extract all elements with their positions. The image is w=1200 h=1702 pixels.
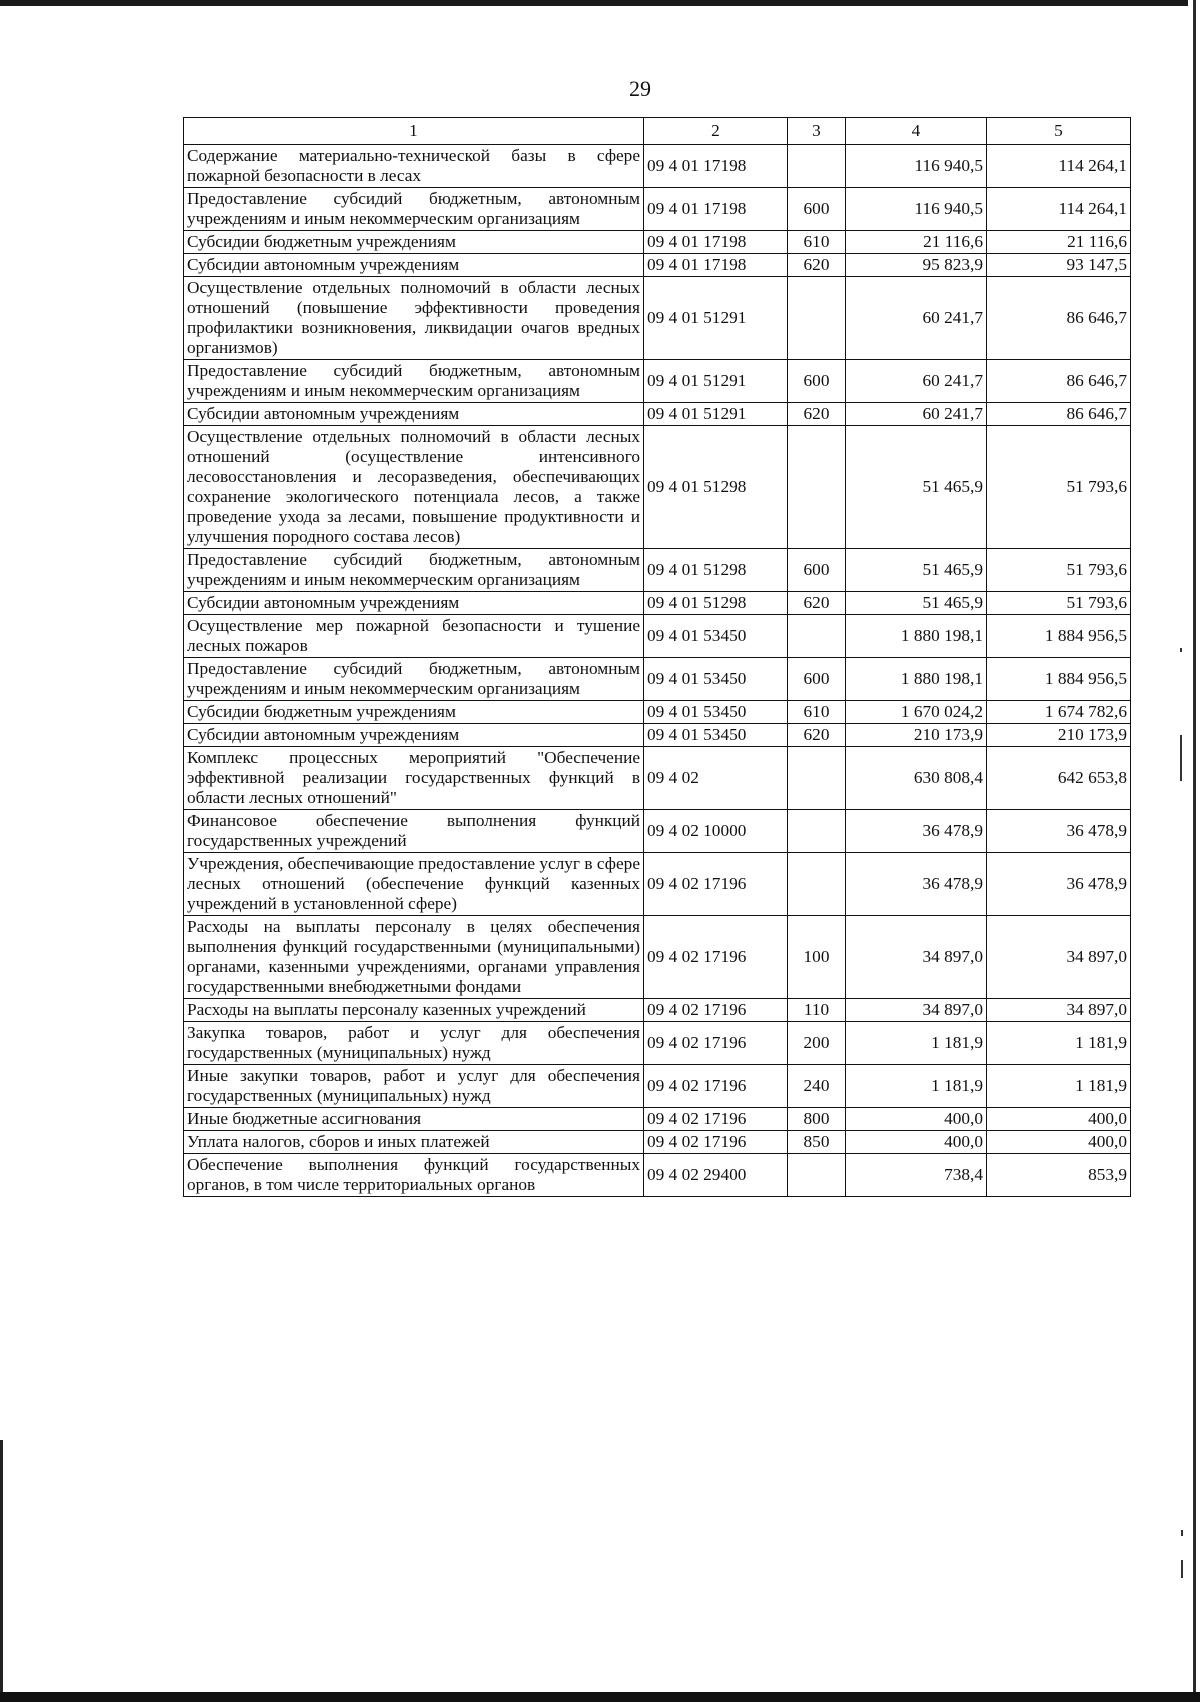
scan-speck [1181, 1530, 1183, 1536]
row-amount-2-cell: 86 646,7 [987, 360, 1131, 403]
row-code-cell: 09 4 02 17196 [644, 1131, 788, 1154]
row-amount-1-cell: 51 465,9 [846, 426, 987, 549]
row-amount-2-cell: 51 793,6 [987, 592, 1131, 615]
row-code-cell: 09 4 01 17198 [644, 188, 788, 231]
row-name-cell: Иные бюджетные ассигнования [184, 1108, 644, 1131]
row-amount-2-cell: 642 653,8 [987, 747, 1131, 810]
table-row [184, 188, 1131, 231]
row-code-cell: 09 4 01 53450 [644, 724, 788, 747]
row-code-cell: 09 4 02 10000 [644, 810, 788, 853]
row-amount-1-cell: 630 808,4 [846, 747, 987, 810]
row-amount-2-cell: 853,9 [987, 1154, 1131, 1197]
row-amount-2-cell: 400,0 [987, 1131, 1131, 1154]
row-type-cell: 100 [788, 916, 846, 999]
row-name-cell: Иные закупки товаров, работ и услуг для обеспечения государственных (муниципальных) нужд [184, 1065, 644, 1108]
scan-edge-right [1193, 0, 1196, 1702]
row-code-cell: 09 4 01 51298 [644, 592, 788, 615]
row-code-cell: 09 4 01 53450 [644, 615, 788, 658]
row-amount-2-cell: 36 478,9 [987, 853, 1131, 916]
scan-edge-bottom [0, 1692, 1200, 1702]
row-amount-1-cell: 51 465,9 [846, 549, 987, 592]
row-code-cell: 09 4 01 17198 [644, 145, 788, 188]
row-amount-1-cell: 210 173,9 [846, 724, 987, 747]
table-row [184, 1154, 1131, 1197]
row-amount-1-cell: 51 465,9 [846, 592, 987, 615]
row-name-cell: Предоставление субсидий бюджетным, автономным учреждениям и иным некоммерческим организациям [184, 549, 644, 592]
table-row [184, 1131, 1131, 1154]
row-name-cell: Содержание материально-технической базы в сфере пожарной безопасности в лесах [184, 145, 644, 188]
row-amount-1-cell: 34 897,0 [846, 999, 987, 1022]
row-type-cell: 600 [788, 658, 846, 701]
row-amount-2-cell: 114 264,1 [987, 145, 1131, 188]
row-code-cell: 09 4 01 53450 [644, 701, 788, 724]
row-type-cell: 110 [788, 999, 846, 1022]
row-type-cell [788, 810, 846, 853]
row-code-cell: 09 4 02 17196 [644, 1065, 788, 1108]
row-name-cell: Субсидии автономным учреждениям [184, 254, 644, 277]
row-amount-2-cell: 1 181,9 [987, 1065, 1131, 1108]
row-code-cell: 09 4 01 51298 [644, 426, 788, 549]
row-name-cell: Закупка товаров, работ и услуг для обеспечения государственных (муниципальных) нужд [184, 1022, 644, 1065]
row-code-cell: 09 4 01 51291 [644, 360, 788, 403]
table-row [184, 1065, 1131, 1108]
table-row [184, 426, 1131, 549]
table-row [184, 145, 1131, 188]
row-amount-1-cell: 60 241,7 [846, 403, 987, 426]
row-code-cell: 09 4 02 17196 [644, 999, 788, 1022]
table-header-row [184, 118, 1131, 145]
row-code-cell: 09 4 01 51291 [644, 277, 788, 360]
row-amount-1-cell: 1 670 024,2 [846, 701, 987, 724]
table-row [184, 916, 1131, 999]
row-type-cell: 240 [788, 1065, 846, 1108]
row-code-cell: 09 4 02 17196 [644, 1022, 788, 1065]
column-header-3: 3 [788, 118, 846, 145]
column-header-1: 1 [184, 118, 644, 145]
row-code-cell: 09 4 01 17198 [644, 231, 788, 254]
row-type-cell: 620 [788, 254, 846, 277]
table-row [184, 658, 1131, 701]
row-type-cell: 620 [788, 592, 846, 615]
row-amount-2-cell: 34 897,0 [987, 999, 1131, 1022]
row-type-cell [788, 145, 846, 188]
row-amount-1-cell: 116 940,5 [846, 188, 987, 231]
row-code-cell: 09 4 02 [644, 747, 788, 810]
scan-edge-top [0, 0, 1188, 6]
row-name-cell: Субсидии автономным учреждениям [184, 724, 644, 747]
scan-speck [1181, 1560, 1183, 1578]
table-row [184, 701, 1131, 724]
row-amount-1-cell: 116 940,5 [846, 145, 987, 188]
table-row [184, 360, 1131, 403]
row-type-cell [788, 747, 846, 810]
row-amount-1-cell: 21 116,6 [846, 231, 987, 254]
row-type-cell [788, 426, 846, 549]
row-name-cell: Расходы на выплаты персоналу казенных учреждений [184, 999, 644, 1022]
row-amount-2-cell: 86 646,7 [987, 277, 1131, 360]
row-type-cell [788, 277, 846, 360]
row-amount-1-cell: 1 181,9 [846, 1022, 987, 1065]
row-name-cell: Предоставление субсидий бюджетным, автономным учреждениям и иным некоммерческим организациям [184, 188, 644, 231]
scan-speck [1180, 648, 1182, 652]
table-row [184, 254, 1131, 277]
row-type-cell: 620 [788, 724, 846, 747]
table-row [184, 277, 1131, 360]
row-amount-1-cell: 1 880 198,1 [846, 658, 987, 701]
row-type-cell [788, 615, 846, 658]
row-amount-1-cell: 1 181,9 [846, 1065, 987, 1108]
table-row [184, 403, 1131, 426]
row-name-cell: Субсидии автономным учреждениям [184, 403, 644, 426]
row-amount-2-cell: 86 646,7 [987, 403, 1131, 426]
row-name-cell: Уплата налогов, сборов и иных платежей [184, 1131, 644, 1154]
row-type-cell: 850 [788, 1131, 846, 1154]
table-row [184, 592, 1131, 615]
table-row [184, 724, 1131, 747]
row-type-cell: 800 [788, 1108, 846, 1131]
table-row [184, 1108, 1131, 1131]
row-amount-2-cell: 1 181,9 [987, 1022, 1131, 1065]
scan-edge-left [0, 1440, 3, 1702]
row-type-cell: 610 [788, 701, 846, 724]
column-header-2: 2 [644, 118, 788, 145]
row-amount-2-cell: 114 264,1 [987, 188, 1131, 231]
row-amount-1-cell: 60 241,7 [846, 360, 987, 403]
scan-speck [1180, 735, 1182, 781]
row-amount-1-cell: 400,0 [846, 1108, 987, 1131]
row-amount-1-cell: 95 823,9 [846, 254, 987, 277]
row-amount-2-cell: 1 674 782,6 [987, 701, 1131, 724]
row-amount-1-cell: 36 478,9 [846, 853, 987, 916]
column-header-4: 4 [846, 118, 987, 145]
table-row [184, 810, 1131, 853]
row-type-cell [788, 1154, 846, 1197]
row-code-cell: 09 4 02 17196 [644, 1108, 788, 1131]
table-row [184, 747, 1131, 810]
row-type-cell: 600 [788, 549, 846, 592]
row-name-cell: Предоставление субсидий бюджетным, автономным учреждениям и иным некоммерческим организациям [184, 658, 644, 701]
table-row [184, 999, 1131, 1022]
row-name-cell: Осуществление отдельных полномочий в области лесных отношений (осуществление интенсивного лесовосстановления и лесоразведения, обеспечивающих сохранение экологического потенциала лесов, а также проведение ухода за лесами, повышение продуктивности и улучшения породного состава лесов) [184, 426, 644, 549]
row-amount-2-cell: 51 793,6 [987, 549, 1131, 592]
row-name-cell: Субсидии бюджетным учреждениям [184, 231, 644, 254]
row-code-cell: 09 4 01 51298 [644, 549, 788, 592]
row-amount-2-cell: 1 884 956,5 [987, 615, 1131, 658]
row-type-cell: 610 [788, 231, 846, 254]
row-amount-2-cell: 21 116,6 [987, 231, 1131, 254]
row-amount-1-cell: 60 241,7 [846, 277, 987, 360]
row-type-cell: 200 [788, 1022, 846, 1065]
row-amount-1-cell: 738,4 [846, 1154, 987, 1197]
table-row [184, 853, 1131, 916]
row-name-cell: Субсидии бюджетным учреждениям [184, 701, 644, 724]
row-name-cell: Осуществление мер пожарной безопасности и тушение лесных пожаров [184, 615, 644, 658]
row-name-cell: Субсидии автономным учреждениям [184, 592, 644, 615]
table-body [184, 145, 1131, 1197]
row-amount-2-cell: 93 147,5 [987, 254, 1131, 277]
row-amount-2-cell: 34 897,0 [987, 916, 1131, 999]
row-name-cell: Расходы на выплаты персоналу в целях обеспечения выполнения функций государственными (муниципальными) органами, казенными учреждениями, органами управления государственными внебюджетными фондами [184, 916, 644, 999]
row-name-cell: Осуществление отдельных полномочий в области лесных отношений (повышение эффективности проведения профилактики возникновения, ликвидации очагов вредных организмов) [184, 277, 644, 360]
row-amount-2-cell: 210 173,9 [987, 724, 1131, 747]
budget-table [183, 117, 1131, 1197]
table-row [184, 615, 1131, 658]
row-name-cell: Финансовое обеспечение выполнения функций государственных учреждений [184, 810, 644, 853]
row-amount-1-cell: 400,0 [846, 1131, 987, 1154]
row-code-cell: 09 4 01 17198 [644, 254, 788, 277]
row-amount-1-cell: 36 478,9 [846, 810, 987, 853]
row-amount-2-cell: 51 793,6 [987, 426, 1131, 549]
row-code-cell: 09 4 02 29400 [644, 1154, 788, 1197]
row-amount-2-cell: 400,0 [987, 1108, 1131, 1131]
row-amount-2-cell: 1 884 956,5 [987, 658, 1131, 701]
page-number: 29 [629, 76, 651, 101]
row-amount-1-cell: 1 880 198,1 [846, 615, 987, 658]
row-amount-1-cell: 34 897,0 [846, 916, 987, 999]
column-header-5: 5 [987, 118, 1131, 145]
table-row [184, 1022, 1131, 1065]
table-row [184, 549, 1131, 592]
row-amount-2-cell: 36 478,9 [987, 810, 1131, 853]
row-type-cell: 600 [788, 360, 846, 403]
table-row [184, 231, 1131, 254]
row-code-cell: 09 4 01 53450 [644, 658, 788, 701]
row-name-cell: Учреждения, обеспечивающие предоставление услуг в сфере лесных отношений (обеспечение функций казенных учреждений в установленной сфере) [184, 853, 644, 916]
row-name-cell: Обеспечение выполнения функций государственных органов, в том числе территориальных органов [184, 1154, 644, 1197]
row-name-cell: Комплекс процессных мероприятий "Обеспечение эффективной реализации государственных функций в области лесных отношений" [184, 747, 644, 810]
row-code-cell: 09 4 02 17196 [644, 916, 788, 999]
row-type-cell [788, 853, 846, 916]
row-code-cell: 09 4 01 51291 [644, 403, 788, 426]
row-name-cell: Предоставление субсидий бюджетным, автономным учреждениям и иным некоммерческим организациям [184, 360, 644, 403]
row-code-cell: 09 4 02 17196 [644, 853, 788, 916]
row-type-cell: 600 [788, 188, 846, 231]
row-type-cell: 620 [788, 403, 846, 426]
